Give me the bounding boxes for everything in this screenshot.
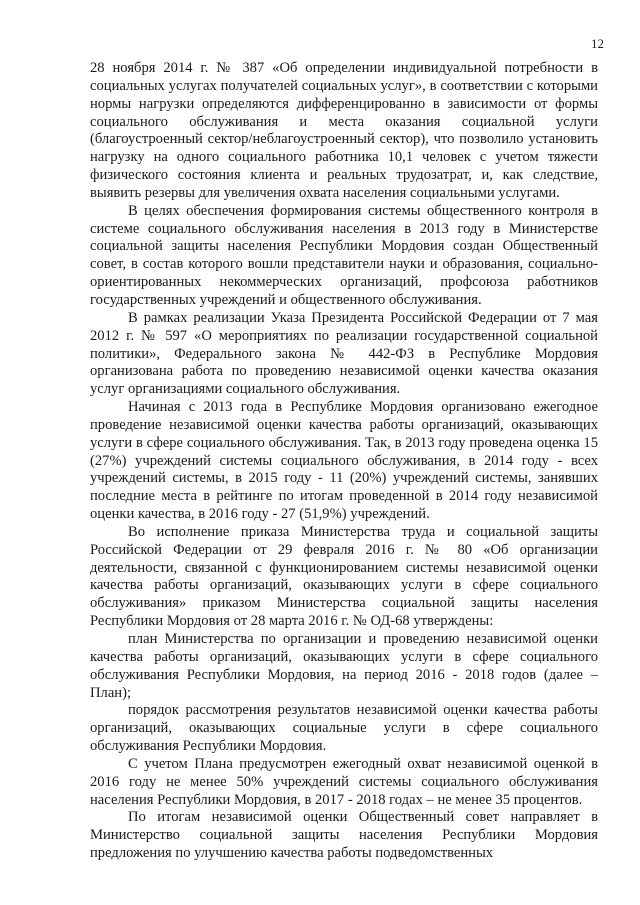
paragraph-9: По итогам независимой оценки Общественный совет направляет в Министерство социальной защиты населения Республики Мордовия предложения по улучшению качества работы подведомственных	[90, 809, 598, 862]
paragraph-2: В целях обеспечения формирования системы общественного контроля в системе социального обслуживания населения в 2013 году в Министерстве социальной защиты населения Республики Мордовия создан Общественный совет, в состав которого вошли представители науки и образования, социально-ориентированных некоммерческих организаций, профсоюза работников государственных учреждений и общественного обслуживания.	[90, 202, 598, 308]
paragraph-4: Начиная с 2013 года в Республике Мордовия организовано ежегодное проведение независимой оценки качества работы организаций, оказывающих услуги в сфере социального обслуживания. Так, в 2013 году проведена оценка 15 (27%) учреждений системы социального обслуживания, в 2014 году - всех учреждений системы, в 2015 году - 11 (20%) учреждений системы, занявших последние места в рейтинге по итогам проведенной в 2014 году независимой оценки качества, в 2016 году - 27 (51,9%) учреждений.	[90, 399, 598, 523]
paragraph-3: В рамках реализации Указа Президента Российской Федерации от 7 мая 2012 г. № 597 «О мероприятиях по реализации государственной социальной политики», Федерального закона № 442-ФЗ в Республике Мордовия организована работа по проведению независимой оценки качества оказания услуг организациями социального обслуживания.	[90, 309, 598, 398]
paragraph-5: Во исполнение приказа Министерства труда и социальной защиты Российской Федерации от 29 февраля 2016 г. № 80 «Об организации деятельности, связанной с функционированием системы независимой оценки качества работы организаций, оказывающих услуги в сфере социального обслуживания» приказом Министерства социальной защиты населения Республики Мордовия от 28 марта 2016 г. № ОД-68 утверждены:	[90, 523, 598, 630]
paragraph-8: С учетом Плана предусмотрен ежегодный охват независимой оценкой в 2016 году не менее 50% учреждений системы социального обслуживания населения Республики Мордовия, в 2017 - 2018 годах – не менее 35 процентов.	[90, 755, 598, 808]
document-body	[90, 60, 598, 863]
page-number: 12	[591, 36, 604, 51]
paragraph-7: порядок рассмотрения результатов независимой оценки качества работы организаций, оказывающих социальные услуги в сфере социального обслуживания Республики Мордовия.	[90, 702, 598, 755]
paragraph-6: план Министерства по организации и проведению независимой оценки качества работы организаций, оказывающих услуги в сфере социального обслуживания Республики Мордовия, на период 2016 - 2018 годов (далее – План);	[90, 631, 598, 701]
paragraph-1: 28 ноября 2014 г. № 387 «Об определении индивидуальной потребности в социальных услугах получателей социальных услуг», в соответствии с которыми нормы нагрузки определяются дифференцированно в зависимости от формы социального обслуживания и места оказания социальной услуги (благоустроенный сектор/неблагоустроенный сектор), что позволило установить нагрузку на одного социального работника 10,1 человек с учетом тяжести физического состояния клиента и реальных трудозатрат, и, как следствие, выявить резервы для увеличения охвата населения социальными услугами.	[90, 60, 598, 201]
